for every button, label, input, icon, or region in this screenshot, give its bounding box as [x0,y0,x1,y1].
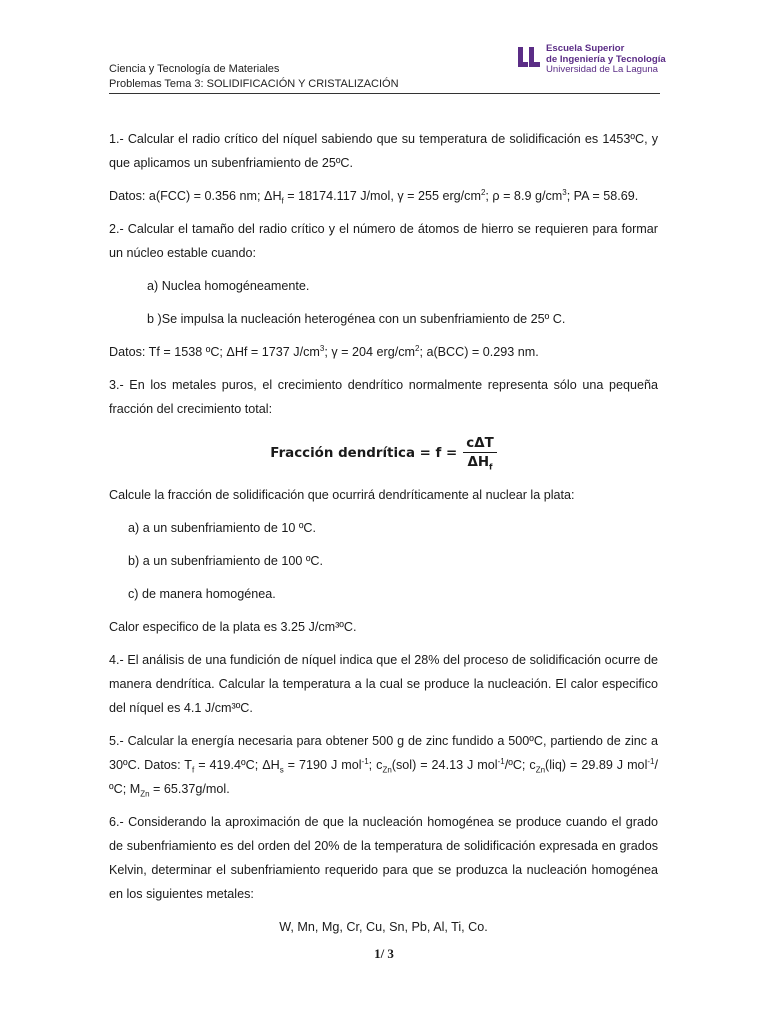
problem-6-statement: 6.- Considerando la aproximación de que la nucleación homogénea se produce cuando el grado de subenfriamiento es del orden del 20% de la temperatura de solidificación expresada en grados Kelvin, determinar el subenfriamiento requerido para que se produzca la nucleación homogénea en los siguientes metales: [109,815,658,901]
problem-5-statement: 5.- Calcular la energía necesaria para obtener 500 g de zinc fundido a 500ºC, partiendo de zinc a 30ºC. Datos: $T_f$ = 419.4ºC; $\Delta H_s = 7190$ J mol$^{-1}$; $c_{Zn}(sol) = 24.13$ J mol$^{-1}$/ºC; $c_{Zn}(liq) = 29.89$ J mol$^{-1}$/ºC; $M_{Zn} = 65.37g/mol$. [109,734,658,799]
problems-content [109,127,658,948]
problem-3-part-c: c) de manera homogénea. [128,587,276,601]
logo-line-1: Escuela Superior [546,43,625,54]
problem-3-data: Calor especifico de la plata es 3.25 J/cm³ºC. [109,620,357,634]
logo-line-3: Universidad de La Laguna [546,64,659,76]
problem-1-data: Datos: a(FCC) = 0.356 nm; $\Delta H_f = 18174.117$ J/mol, γ = 255 erg/$cm^2$; ρ = 8.9 $g/cm^3$; PA = 58.69. [109,187,639,206]
header-divider [109,93,660,94]
problem-3-part-a: a) a un subenfriamiento de 10 ºC. [128,521,317,535]
formula-denominator: $\Delta H_f$ [467,455,493,472]
formula-lhs: Fracción dendrítica = f = [270,445,458,461]
school-logo-icon [518,45,540,69]
problem-set-title: Problemas Tema 3: SOLIDIFICACIÓN Y CRISTALIZACIÓN [109,78,399,90]
university-logo [518,44,666,76]
formula-numerator: cΔT [463,436,496,453]
problem-2-part-a: a) Nuclea homogéneamente. [147,279,310,293]
problem-4-statement: 4.- El análisis de una fundición de níquel indica que el 28% del proceso de solidificación ocurre de manera dendrítica. Calcular la temperatura a la cual se produce la nucleación. El calor especifico del níquel es 4.1 J/cm³ºC. [109,653,658,715]
logo-line-2: de Ingeniería y Tecnología [546,53,666,65]
dendritic-fraction-formula [109,430,658,476]
problem-6-metals: W, Mn, Mg, Cr, Cu, Sn, Pb, Al, Ti, Co. [279,920,488,934]
problem-3-part-b: b) a un subenfriamiento de 100 ºC. [128,554,324,568]
course-title: Ciencia y Tecnología de Materiales [109,63,280,75]
formula-fraction [463,436,496,470]
problem-2-part-b: b )Se impulsa la nucleación heterogénea con un subenfriamiento de 25º C. [147,312,566,326]
document-header [109,62,399,92]
page-number: 1/ 3 [374,946,394,961]
problem-2-data: Datos: Tf = 1538 ºC; ΔHf = 1737 $J/cm^3$; γ = 204 erg/$cm^2$; a(BCC) = 0.293 nm. [109,343,539,359]
problem-2-statement: 2.- Calcular el tamaño del radio crítico y el número de átomos de hierro se requieren para formar un núcleo estable cuando: [109,222,658,260]
logo-text [546,44,666,76]
problem-3-statement: 3.- En los metales puros, el crecimiento dendrítico normalmente representa sólo una pequeña fracción del crecimiento total: [109,378,658,416]
problem-1-statement: 1.- Calcular el radio crítico del níquel sabiendo que su temperatura de solidificación es 1453ºC, y que aplicamos un subenfriamiento de 25ºC. [109,132,658,170]
problem-3-question: Calcule la fracción de solidificación que ocurrirá dendríticamente al nuclear la plata: [109,488,575,502]
